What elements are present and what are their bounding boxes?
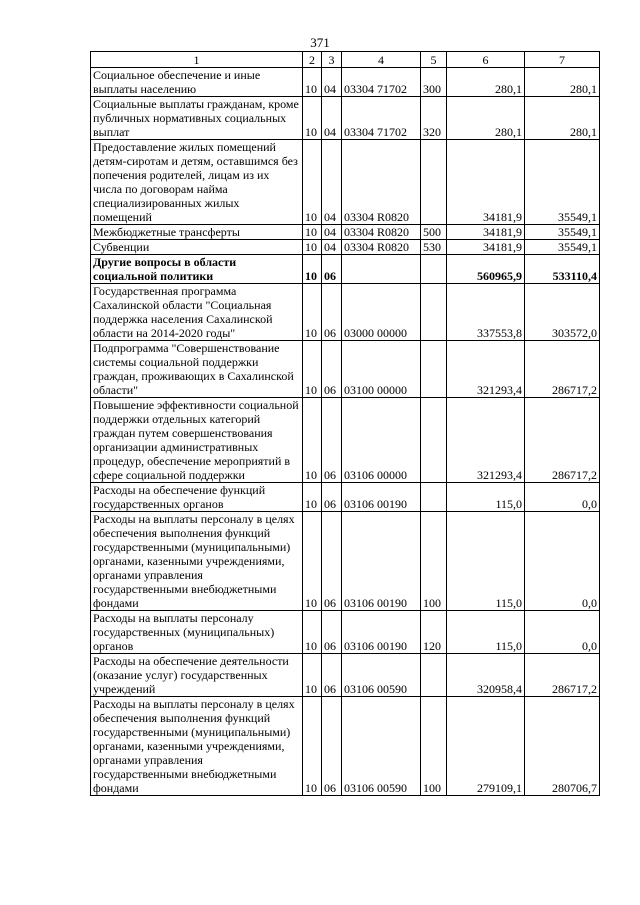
target-article-code: 03000 00000: [342, 284, 421, 341]
amount-year-2: 303572,0: [525, 284, 600, 341]
expense-type-code: 500: [421, 225, 447, 240]
table-row: [91, 255, 600, 284]
amount-year-2: 0,0: [525, 483, 600, 512]
target-article-code: 03106 00190: [342, 512, 421, 611]
amount-year-1: 279109,1: [447, 697, 525, 796]
amount-year-2: 286717,2: [525, 341, 600, 398]
amount-year-1: 560965,9: [447, 255, 525, 284]
row-name: Расходы на выплаты персоналу государственных (муниципальных) органов: [91, 611, 303, 654]
column-header: 3: [322, 52, 342, 68]
amount-year-1: 34181,9: [447, 225, 525, 240]
row-name: Подпрограмма "Совершенствование системы социальной поддержки граждан, проживающих в Сахалинской области": [91, 341, 303, 398]
amount-year-2: 35549,1: [525, 225, 600, 240]
row-name: Расходы на обеспечение деятельности (оказание услуг) государственных учреждений: [91, 654, 303, 697]
target-article-code: 03304 R0820: [342, 225, 421, 240]
section-code: 10: [303, 483, 322, 512]
expense-type-code: 300: [421, 68, 447, 97]
table-row: [91, 697, 600, 796]
target-article-code: 03106 00590: [342, 697, 421, 796]
expense-type-code: 100: [421, 512, 447, 611]
amount-year-1: 280,1: [447, 68, 525, 97]
subsection-code: 06: [322, 483, 342, 512]
expense-type-code: 530: [421, 240, 447, 255]
column-header: 6: [447, 52, 525, 68]
target-article-code: 03106 00590: [342, 654, 421, 697]
subsection-code: 06: [322, 611, 342, 654]
target-article-code: 03304 R0820: [342, 240, 421, 255]
budget-table: [90, 51, 600, 796]
table-row: [91, 512, 600, 611]
column-header-row: [91, 52, 600, 68]
row-name: Социальное обеспечение и иные выплаты населению: [91, 68, 303, 97]
table-row: [91, 483, 600, 512]
table-row: [91, 68, 600, 97]
section-code: 10: [303, 512, 322, 611]
amount-year-1: 280,1: [447, 97, 525, 140]
amount-year-2: 35549,1: [525, 240, 600, 255]
section-code: 10: [303, 611, 322, 654]
subsection-code: 04: [322, 97, 342, 140]
row-name: Повышение эффективности социальной поддержки отдельных категорий граждан путем совершенствования организации административных процедур, обеспечение мероприятий в сфере социальной поддержки: [91, 398, 303, 483]
subsection-code: 04: [322, 140, 342, 225]
column-header: 1: [91, 52, 303, 68]
subsection-code: 04: [322, 68, 342, 97]
row-name: Межбюджетные трансферты: [91, 225, 303, 240]
target-article-code: [342, 255, 421, 284]
row-name: Государственная программа Сахалинской области "Социальная поддержка населения Сахалинской области на 2014-2020 годы": [91, 284, 303, 341]
amount-year-2: 280,1: [525, 68, 600, 97]
expense-type-code: [421, 341, 447, 398]
target-article-code: 03304 R0820: [342, 140, 421, 225]
table-row: [91, 398, 600, 483]
amount-year-1: 115,0: [447, 512, 525, 611]
target-article-code: 03106 00190: [342, 483, 421, 512]
expense-type-code: [421, 398, 447, 483]
table-row: [91, 140, 600, 225]
table-body: [91, 68, 600, 796]
row-name: Социальные выплаты гражданам, кроме публичных нормативных социальных выплат: [91, 97, 303, 140]
table-row: [91, 240, 600, 255]
amount-year-1: 34181,9: [447, 240, 525, 255]
subsection-code: 06: [322, 697, 342, 796]
amount-year-2: 533110,4: [525, 255, 600, 284]
target-article-code: 03106 00190: [342, 611, 421, 654]
table-row: [91, 225, 600, 240]
amount-year-1: 115,0: [447, 483, 525, 512]
amount-year-1: 115,0: [447, 611, 525, 654]
amount-year-1: 321293,4: [447, 341, 525, 398]
expense-type-code: 100: [421, 697, 447, 796]
expense-type-code: 120: [421, 611, 447, 654]
page-number: 371: [310, 35, 330, 50]
subsection-code: 06: [322, 398, 342, 483]
row-name: Расходы на обеспечение функций государственных органов: [91, 483, 303, 512]
expense-type-code: [421, 483, 447, 512]
amount-year-2: 286717,2: [525, 398, 600, 483]
amount-year-1: 337553,8: [447, 284, 525, 341]
section-code: 10: [303, 341, 322, 398]
target-article-code: 03304 71702: [342, 68, 421, 97]
expense-type-code: [421, 284, 447, 341]
section-code: 10: [303, 97, 322, 140]
amount-year-2: 280706,7: [525, 697, 600, 796]
column-header: 4: [342, 52, 421, 68]
section-code: 10: [303, 697, 322, 796]
section-code: 10: [303, 225, 322, 240]
table-row: [91, 654, 600, 697]
section-code: 10: [303, 68, 322, 97]
subsection-code: 06: [322, 512, 342, 611]
section-code: 10: [303, 284, 322, 341]
expense-type-code: [421, 654, 447, 697]
amount-year-1: 34181,9: [447, 140, 525, 225]
expense-type-code: [421, 140, 447, 225]
subsection-code: 06: [322, 654, 342, 697]
amount-year-2: 0,0: [525, 611, 600, 654]
section-code: 10: [303, 240, 322, 255]
amount-year-2: 0,0: [525, 512, 600, 611]
section-code: 10: [303, 255, 322, 284]
target-article-code: 03304 71702: [342, 97, 421, 140]
table-row: [91, 284, 600, 341]
section-code: 10: [303, 140, 322, 225]
subsection-code: 06: [322, 284, 342, 341]
section-code: 10: [303, 398, 322, 483]
subsection-code: 06: [322, 341, 342, 398]
table-row: [91, 97, 600, 140]
section-code: 10: [303, 654, 322, 697]
amount-year-1: 320958,4: [447, 654, 525, 697]
expense-type-code: [421, 255, 447, 284]
row-name: Другие вопросы в области социальной политики: [91, 255, 303, 284]
row-name: Предоставление жилых помещений детям-сиротам и детям, оставшимся без попечения родителей, лицам из их числа по договорам найма специализированных жилых помещений: [91, 140, 303, 225]
table-row: [91, 341, 600, 398]
subsection-code: 04: [322, 225, 342, 240]
amount-year-2: 280,1: [525, 97, 600, 140]
target-article-code: 03106 00000: [342, 398, 421, 483]
expense-type-code: 320: [421, 97, 447, 140]
column-header: 7: [525, 52, 600, 68]
table-row: [91, 611, 600, 654]
column-header: 5: [421, 52, 447, 68]
subsection-code: 06: [322, 255, 342, 284]
amount-year-1: 321293,4: [447, 398, 525, 483]
amount-year-2: 286717,2: [525, 654, 600, 697]
subsection-code: 04: [322, 240, 342, 255]
row-name: Субвенции: [91, 240, 303, 255]
column-header: 2: [303, 52, 322, 68]
amount-year-2: 35549,1: [525, 140, 600, 225]
row-name: Расходы на выплаты персоналу в целях обеспечения выполнения функций государственными (муниципальными) органами, казенными учреждениями, органами управления государственными внебюджетными фондами: [91, 697, 303, 796]
target-article-code: 03100 00000: [342, 341, 421, 398]
row-name: Расходы на выплаты персоналу в целях обеспечения выполнения функций государственными (муниципальными) органами, казенными учреждениями, органами управления государственными внебюджетными фондами: [91, 512, 303, 611]
